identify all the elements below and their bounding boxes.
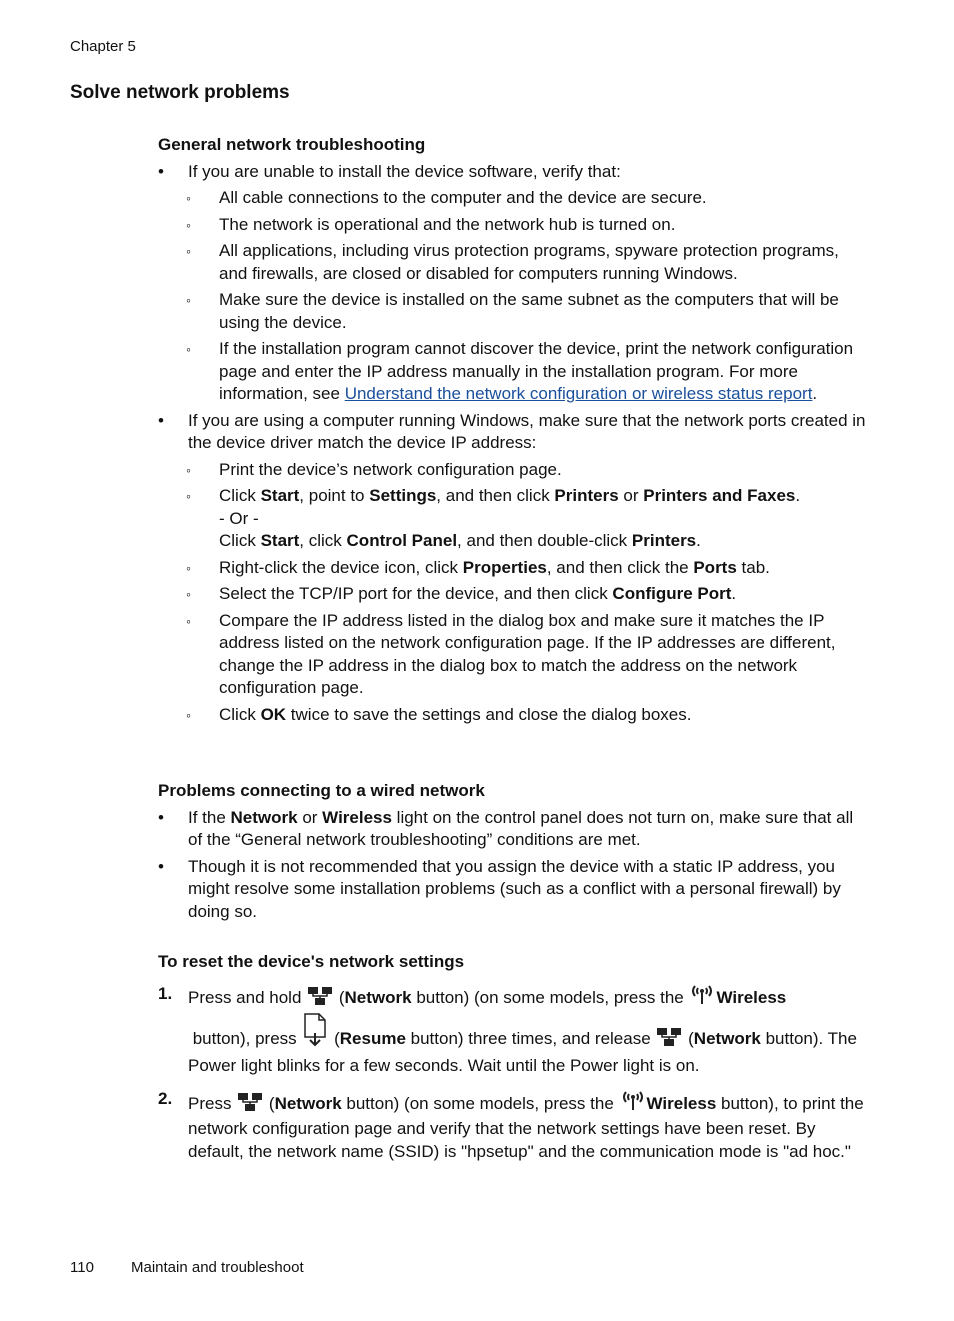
list-item bbox=[158, 583, 870, 606]
text: , and then click bbox=[436, 486, 555, 505]
wireless-icon bbox=[620, 1088, 646, 1119]
text: button), to print the network configuration page and verify that the network settings have been reset. By default, the network name (SSID) is "hpsetup" and the communication mode is "ad hoc." bbox=[188, 1093, 864, 1161]
step-number: 2. bbox=[158, 1088, 173, 1108]
list-item bbox=[158, 807, 870, 852]
bold-text: Wireless bbox=[716, 987, 787, 1007]
reset-section bbox=[158, 951, 870, 1173]
bold-text: Control Panel bbox=[346, 531, 458, 550]
wired-section bbox=[158, 780, 870, 927]
text: . bbox=[795, 486, 801, 505]
text: . bbox=[731, 584, 737, 603]
list-item bbox=[158, 338, 870, 406]
bold-text: Properties bbox=[462, 557, 547, 577]
list-item: • If you are unable to install the device software, verify that: bbox=[158, 161, 870, 184]
network-icon bbox=[656, 1027, 682, 1054]
bold-text: Resume bbox=[339, 1028, 406, 1048]
text: Click bbox=[219, 486, 261, 505]
list-item bbox=[158, 557, 870, 580]
text: Right-click the device icon, click bbox=[219, 557, 463, 577]
text: ( bbox=[683, 1028, 694, 1048]
text: Press bbox=[188, 1093, 237, 1113]
bold-text: Printers and Faxes bbox=[643, 486, 796, 505]
network-icon bbox=[237, 1092, 263, 1119]
list-item: ◦ All applications, including virus protection programs, spyware protection programs, and firewalls, are closed or disabled for computers running Windows. bbox=[158, 240, 870, 285]
list-item: ◦ Make sure the device is installed on the same subnet as the computers that will be using the device. bbox=[158, 289, 870, 334]
list-item: ◦ The network is operational and the network hub is turned on. bbox=[158, 214, 870, 237]
bold-text: Network bbox=[693, 1028, 761, 1048]
list-item: ◦ Print the device’s network configuration page. bbox=[158, 459, 870, 482]
general-section bbox=[158, 134, 870, 730]
text: twice to save the settings and close the dialog boxes. bbox=[286, 704, 692, 724]
bold-text: Printers bbox=[631, 531, 697, 550]
resume-icon bbox=[302, 1013, 328, 1054]
list-item-end: . bbox=[812, 384, 818, 403]
text: or bbox=[618, 486, 644, 505]
bold-text: Configure Port bbox=[612, 584, 732, 603]
alt-instruction bbox=[219, 530, 870, 553]
step-item bbox=[158, 1088, 870, 1164]
text: , point to bbox=[299, 486, 370, 505]
text: , and then click the bbox=[546, 557, 694, 577]
text: If the bbox=[188, 807, 231, 827]
text: Select the TCP/IP port for the device, and then click bbox=[219, 584, 613, 603]
bold-text: OK bbox=[260, 704, 287, 724]
text: Press and hold bbox=[188, 987, 307, 1007]
reset-heading: To reset the device's network settings bbox=[158, 952, 465, 971]
text: or bbox=[297, 807, 323, 827]
bold-text: Settings bbox=[369, 486, 437, 505]
text: light on the control panel does not turn on, make sure that all of the “General network troubleshooting” conditions are met. bbox=[188, 807, 854, 849]
text: Click bbox=[219, 704, 261, 724]
list-item bbox=[158, 485, 870, 553]
text: tab. bbox=[736, 557, 770, 577]
list-item: • Though it is not recommended that you assign the device with a static IP address, you might resolve some installation problems (such as a conflict with a personal firewall) by doing so. bbox=[158, 856, 870, 924]
network-icon bbox=[307, 986, 333, 1013]
text: button). The Power light blinks for a few seconds. Wait until the Power light is on. bbox=[188, 1028, 857, 1075]
step-item bbox=[158, 982, 870, 1078]
step-number: 1. bbox=[158, 983, 173, 1003]
bold-text: Ports bbox=[693, 557, 737, 577]
wireless-icon bbox=[689, 982, 715, 1013]
footer-section: Maintain and troubleshoot bbox=[131, 1259, 304, 1276]
text: , and then double-click bbox=[457, 531, 632, 550]
bold-text: Network bbox=[344, 987, 412, 1007]
page-title: Solve network problems bbox=[70, 82, 290, 103]
text: button) three times, and release bbox=[405, 1028, 656, 1048]
bold-text: Network bbox=[274, 1093, 342, 1113]
list-item bbox=[158, 704, 870, 727]
list-item-text: If the installation program cannot discover the device, print the network configuration page and enter the IP address manually in the installation program. For more information, see bbox=[219, 339, 854, 403]
text: Click bbox=[219, 531, 261, 550]
text: button) (on some models, press the bbox=[411, 987, 689, 1007]
text: ( bbox=[334, 987, 345, 1007]
config-report-link[interactable]: Understand the network configuration or wireless status report bbox=[344, 384, 813, 403]
or-separator: - Or - bbox=[219, 508, 259, 528]
bold-text: Start bbox=[260, 531, 300, 550]
bold-text: Network bbox=[230, 807, 298, 827]
list-item: ◦ Compare the IP address listed in the dialog box and make sure it matches the IP address listed on the network configuration page. If the IP addresses are different, change the IP address in the dialog box to match the address on the network configuration page. bbox=[158, 610, 870, 700]
text: button), press bbox=[188, 1028, 302, 1048]
text: . bbox=[696, 531, 701, 550]
bold-text: Wireless bbox=[646, 1093, 717, 1113]
bold-text: Printers bbox=[554, 486, 619, 505]
text: , click bbox=[299, 531, 347, 550]
bold-text: Start bbox=[260, 486, 300, 505]
chapter-label: Chapter 5 bbox=[70, 38, 136, 55]
wired-heading: Problems connecting to a wired network bbox=[158, 781, 485, 800]
list-item: ◦ All cable connections to the computer and the device are secure. bbox=[158, 187, 870, 210]
bold-text: Wireless bbox=[322, 807, 392, 827]
general-heading: General network troubleshooting bbox=[158, 135, 426, 154]
page-number: 110 bbox=[70, 1259, 94, 1276]
text: ( bbox=[329, 1028, 340, 1048]
list-item: • If you are using a computer running Windows, make sure that the network ports created in the device driver match the device IP address: bbox=[158, 410, 870, 455]
text: ( bbox=[264, 1093, 275, 1113]
text: button) (on some models, press the bbox=[341, 1093, 619, 1113]
